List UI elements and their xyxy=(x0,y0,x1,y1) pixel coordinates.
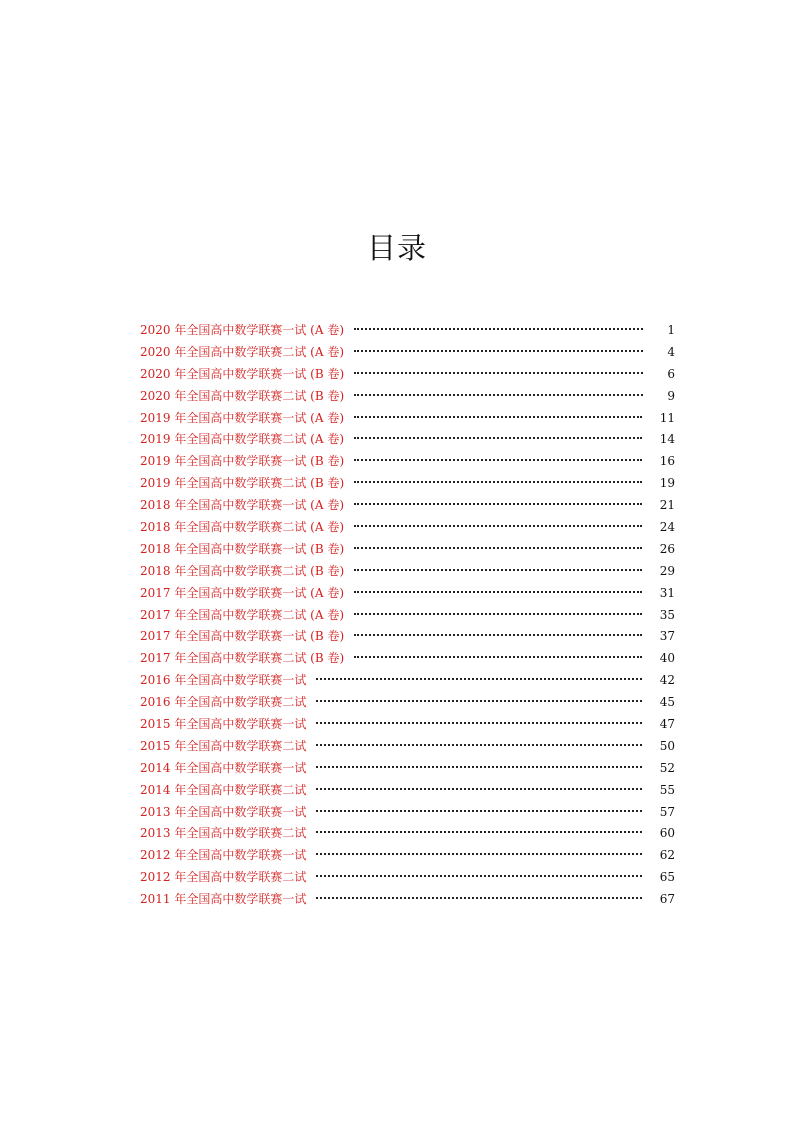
toc-entry[interactable] xyxy=(140,495,675,517)
toc-entry-label[interactable]: 2015 年全国高中数学联赛二试 xyxy=(140,738,307,753)
dot-leader xyxy=(316,766,641,768)
toc-page-number: 45 xyxy=(659,695,675,710)
dot-leader xyxy=(354,503,642,505)
toc-entry[interactable] xyxy=(140,648,675,670)
dot-leader xyxy=(354,613,642,615)
toc-entry-label[interactable]: 2018 年全国高中数学联赛一试 (B 卷) xyxy=(140,541,345,556)
dot-leader xyxy=(316,810,641,812)
toc-entry[interactable] xyxy=(140,802,675,824)
dot-leader xyxy=(354,525,642,527)
toc-entry-label[interactable]: 2014 年全国高中数学联赛一试 xyxy=(140,760,307,775)
toc-entry-label[interactable]: 2017 年全国高中数学联赛一试 (A 卷) xyxy=(140,585,345,600)
toc-entry-label[interactable]: 2020 年全国高中数学联赛二试 (B 卷) xyxy=(140,388,345,403)
dot-leader xyxy=(316,700,641,702)
toc-entry-label[interactable]: 2013 年全国高中数学联赛一试 xyxy=(140,804,307,819)
toc-entry[interactable] xyxy=(140,342,675,364)
toc-entry[interactable] xyxy=(140,867,675,889)
toc-entry[interactable] xyxy=(140,823,675,845)
toc-entry[interactable] xyxy=(140,670,675,692)
toc-page-number: 14 xyxy=(659,432,675,447)
toc-page-number: 67 xyxy=(659,892,675,907)
dot-leader xyxy=(354,328,643,330)
dot-leader xyxy=(354,459,642,461)
dot-leader xyxy=(354,372,643,374)
toc-page-number: 21 xyxy=(659,498,675,513)
dot-leader xyxy=(316,897,641,899)
toc-entry-label[interactable]: 2018 年全国高中数学联赛一试 (A 卷) xyxy=(140,498,345,513)
dot-leader xyxy=(354,350,643,352)
dot-leader xyxy=(354,656,642,658)
toc-entry[interactable] xyxy=(140,780,675,802)
toc-entry-label[interactable]: 2017 年全国高中数学联赛一试 (B 卷) xyxy=(140,629,345,644)
toc-page-number: 40 xyxy=(659,651,675,666)
toc-entry[interactable] xyxy=(140,561,675,583)
toc-page-number: 50 xyxy=(659,738,675,753)
toc-page-number: 9 xyxy=(667,388,675,403)
toc-page-number: 65 xyxy=(659,870,675,885)
toc-entry[interactable] xyxy=(140,473,675,495)
toc-entry[interactable] xyxy=(140,583,675,605)
toc-entry-label[interactable]: 2016 年全国高中数学联赛一试 xyxy=(140,673,307,688)
toc-page-number: 1 xyxy=(667,323,675,337)
toc-entry-label[interactable]: 2016 年全国高中数学联赛二试 xyxy=(140,695,307,710)
toc-entry[interactable] xyxy=(140,736,675,758)
toc-entry[interactable] xyxy=(140,605,675,627)
toc-page-number: 19 xyxy=(659,476,675,491)
toc-entry-label[interactable]: 2019 年全国高中数学联赛二试 (B 卷) xyxy=(140,476,345,491)
dot-leader xyxy=(354,591,642,593)
toc-page-number: 60 xyxy=(659,826,675,841)
dot-leader xyxy=(354,437,642,439)
toc-page-number: 31 xyxy=(659,585,675,600)
dot-leader xyxy=(316,875,641,877)
toc-entry-label[interactable]: 2015 年全国高中数学联赛一试 xyxy=(140,717,307,732)
toc-entry-label[interactable]: 2020 年全国高中数学联赛一试 (A 卷) xyxy=(140,323,345,337)
toc-page-number: 16 xyxy=(659,454,675,469)
toc-entry-label[interactable]: 2013 年全国高中数学联赛二试 xyxy=(140,826,307,841)
dot-leader xyxy=(316,678,641,680)
toc-page-number: 42 xyxy=(659,673,675,688)
dot-leader xyxy=(316,744,641,746)
dot-leader xyxy=(316,722,641,724)
toc-page-number: 47 xyxy=(659,717,675,732)
toc-entry-label[interactable]: 2011 年全国高中数学联赛一试 xyxy=(140,892,307,907)
toc-entry-label[interactable]: 2014 年全国高中数学联赛二试 xyxy=(140,782,307,797)
table-of-contents xyxy=(140,320,675,911)
toc-entry[interactable] xyxy=(140,320,675,342)
toc-entry[interactable] xyxy=(140,517,675,539)
toc-entry[interactable] xyxy=(140,364,675,386)
toc-page-number: 62 xyxy=(659,848,675,863)
dot-leader xyxy=(316,788,641,790)
toc-entry-label[interactable]: 2018 年全国高中数学联赛二试 (A 卷) xyxy=(140,520,345,535)
toc-entry-label[interactable]: 2019 年全国高中数学联赛二试 (A 卷) xyxy=(140,432,345,447)
dot-leader xyxy=(354,394,643,396)
toc-entry-label[interactable]: 2012 年全国高中数学联赛一试 xyxy=(140,848,307,863)
page-title: 目录 xyxy=(366,231,427,265)
toc-entry-label[interactable]: 2017 年全国高中数学联赛二试 (A 卷) xyxy=(140,607,345,622)
toc-entry-label[interactable]: 2019 年全国高中数学联赛一试 (B 卷) xyxy=(140,454,345,469)
toc-entry[interactable] xyxy=(140,714,675,736)
toc-page-number: 55 xyxy=(659,782,675,797)
dot-leader xyxy=(316,831,641,833)
toc-entry[interactable] xyxy=(140,539,675,561)
dot-leader xyxy=(354,569,642,571)
dot-leader xyxy=(354,416,642,418)
toc-entry[interactable] xyxy=(140,386,675,408)
toc-entry-label[interactable]: 2018 年全国高中数学联赛二试 (B 卷) xyxy=(140,563,345,578)
toc-entry-label[interactable]: 2020 年全国高中数学联赛一试 (B 卷) xyxy=(140,366,345,381)
toc-page-number: 29 xyxy=(659,563,675,578)
toc-entry[interactable] xyxy=(140,429,675,451)
toc-page-number: 11 xyxy=(659,410,675,425)
toc-entry-label[interactable]: 2019 年全国高中数学联赛一试 (A 卷) xyxy=(140,410,345,425)
toc-entry[interactable] xyxy=(140,408,675,430)
toc-page-number: 57 xyxy=(659,804,675,819)
toc-entry[interactable] xyxy=(140,451,675,473)
toc-entry-label[interactable]: 2012 年全国高中数学联赛二试 xyxy=(140,870,307,885)
toc-page-number: 52 xyxy=(659,760,675,775)
toc-entry[interactable] xyxy=(140,692,675,714)
toc-entry[interactable] xyxy=(140,845,675,867)
toc-page-number: 24 xyxy=(659,520,675,535)
toc-entry[interactable] xyxy=(140,626,675,648)
dot-leader xyxy=(354,547,642,549)
toc-entry-label[interactable]: 2020 年全国高中数学联赛二试 (A 卷) xyxy=(140,344,345,359)
toc-page-number: 6 xyxy=(667,366,675,381)
toc-page-number: 26 xyxy=(659,541,675,556)
dot-leader xyxy=(354,634,642,636)
toc-page-number: 35 xyxy=(659,607,675,622)
toc-entry-label[interactable]: 2017 年全国高中数学联赛二试 (B 卷) xyxy=(140,651,345,666)
toc-page-number: 37 xyxy=(659,629,675,644)
dot-leader xyxy=(316,853,641,855)
toc-page-number: 4 xyxy=(667,344,675,359)
toc-entry[interactable] xyxy=(140,889,675,911)
toc-entry[interactable] xyxy=(140,758,675,780)
dot-leader xyxy=(354,481,642,483)
